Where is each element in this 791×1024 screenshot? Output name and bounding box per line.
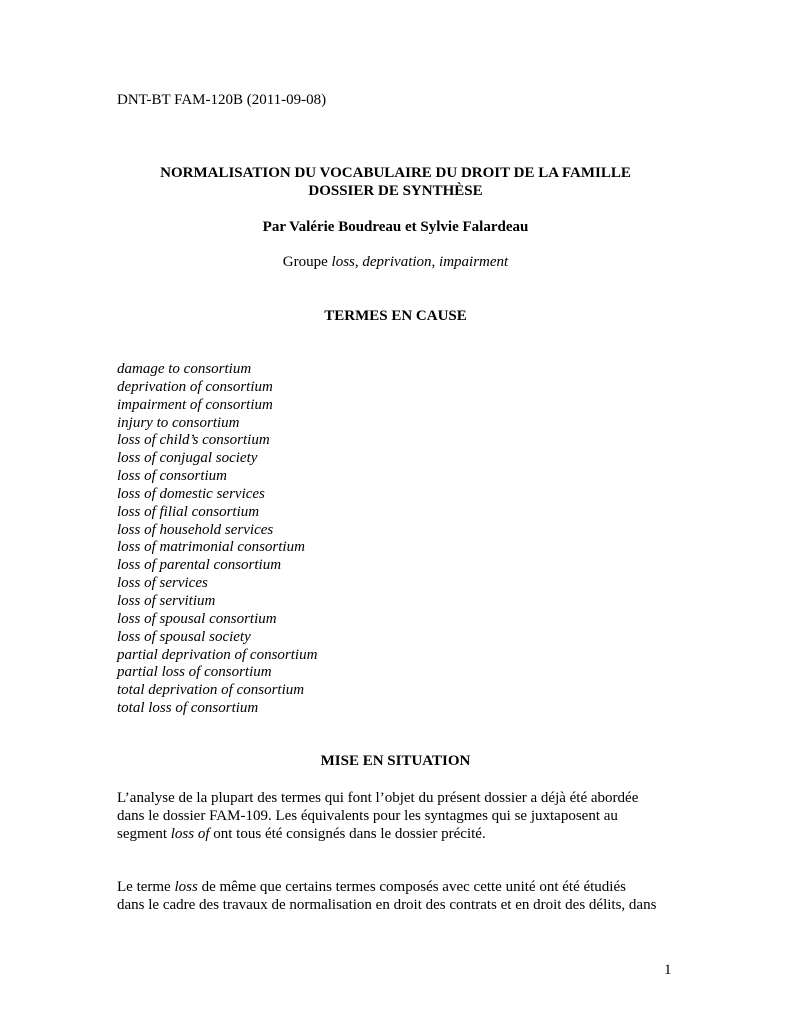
section-heading-mise-en-situation: MISE EN SITUATION [320, 753, 471, 769]
term-group [0, 254, 791, 272]
text-run: segment [117, 825, 171, 842]
group-separator: , [354, 254, 363, 270]
list-item: total loss of consortium [117, 700, 259, 717]
group-term-impairment: impairment [439, 254, 509, 270]
text-run: Le terme [117, 879, 175, 895]
terms-list [117, 361, 317, 718]
italic-term: loss of [170, 825, 210, 842]
paragraph-line: dans le cadre des travaux de normalisation en droit des contrats et en droit des délits, dans [117, 896, 657, 913]
paragraph-1 [117, 790, 687, 843]
list-item: loss of matrimonial consortium [117, 539, 305, 556]
text-run: ont tous été consignés dans le dossier précité. [209, 825, 486, 842]
document-authors: Par Valérie Boudreau et Sylvie Falardeau [262, 219, 529, 235]
list-item: loss of parental consortium [117, 557, 282, 574]
list-item: loss of spousal society [117, 628, 251, 645]
list-item: loss of domestic services [117, 485, 265, 502]
list-item: loss of filial consortium [117, 503, 260, 520]
section-heading-termes: TERMES EN CAUSE [324, 308, 467, 324]
title-line-2: DOSSIER DE SYNTHÈSE [308, 182, 483, 199]
list-item: loss of child’s consortium [117, 432, 270, 449]
list-item: impairment of consortium [117, 396, 273, 413]
list-item: loss of servitium [117, 592, 216, 609]
list-item: damage to consortium [117, 361, 252, 377]
group-term-deprivation: deprivation [362, 254, 432, 270]
list-item: injury to consortium [117, 414, 240, 431]
paragraph-2 [117, 879, 687, 915]
list-item: loss of conjugal society [117, 450, 258, 467]
document-title [0, 165, 791, 200]
title-line-1: NORMALISATION DU VOCABULAIRE DU DROIT DE LA FAMILLE [160, 165, 631, 181]
list-item: loss of consortium [117, 468, 228, 485]
list-item: deprivation of consortium [117, 378, 273, 395]
list-item: total deprivation of consortium [117, 682, 305, 699]
group-term-loss: loss [331, 254, 355, 270]
italic-term: loss [174, 879, 198, 895]
text-run: de même que certains termes composés avec cette unité ont été étudiés [197, 879, 626, 895]
list-item: loss of services [117, 575, 208, 592]
list-item: loss of household services [117, 521, 274, 538]
paragraph-line: dans le dossier FAM-109. Les équivalents pour les syntagmes qui se juxtaposent au [117, 807, 618, 824]
group-prefix: Groupe [282, 254, 332, 270]
list-item: partial loss of consortium [117, 664, 272, 681]
paragraph-line: L’analyse de la plupart des termes qui font l’objet du présent dossier a déjà été abordée [117, 790, 639, 806]
document-reference: DNT-BT FAM-120B (2011-09-08) [117, 92, 327, 108]
list-item: partial deprivation of consortium [117, 646, 318, 663]
list-item: loss of spousal consortium [117, 610, 277, 627]
group-separator: , [431, 254, 440, 270]
paragraph-line [117, 879, 687, 897]
page-number: 1 [664, 962, 672, 978]
paragraph-line [117, 826, 687, 844]
